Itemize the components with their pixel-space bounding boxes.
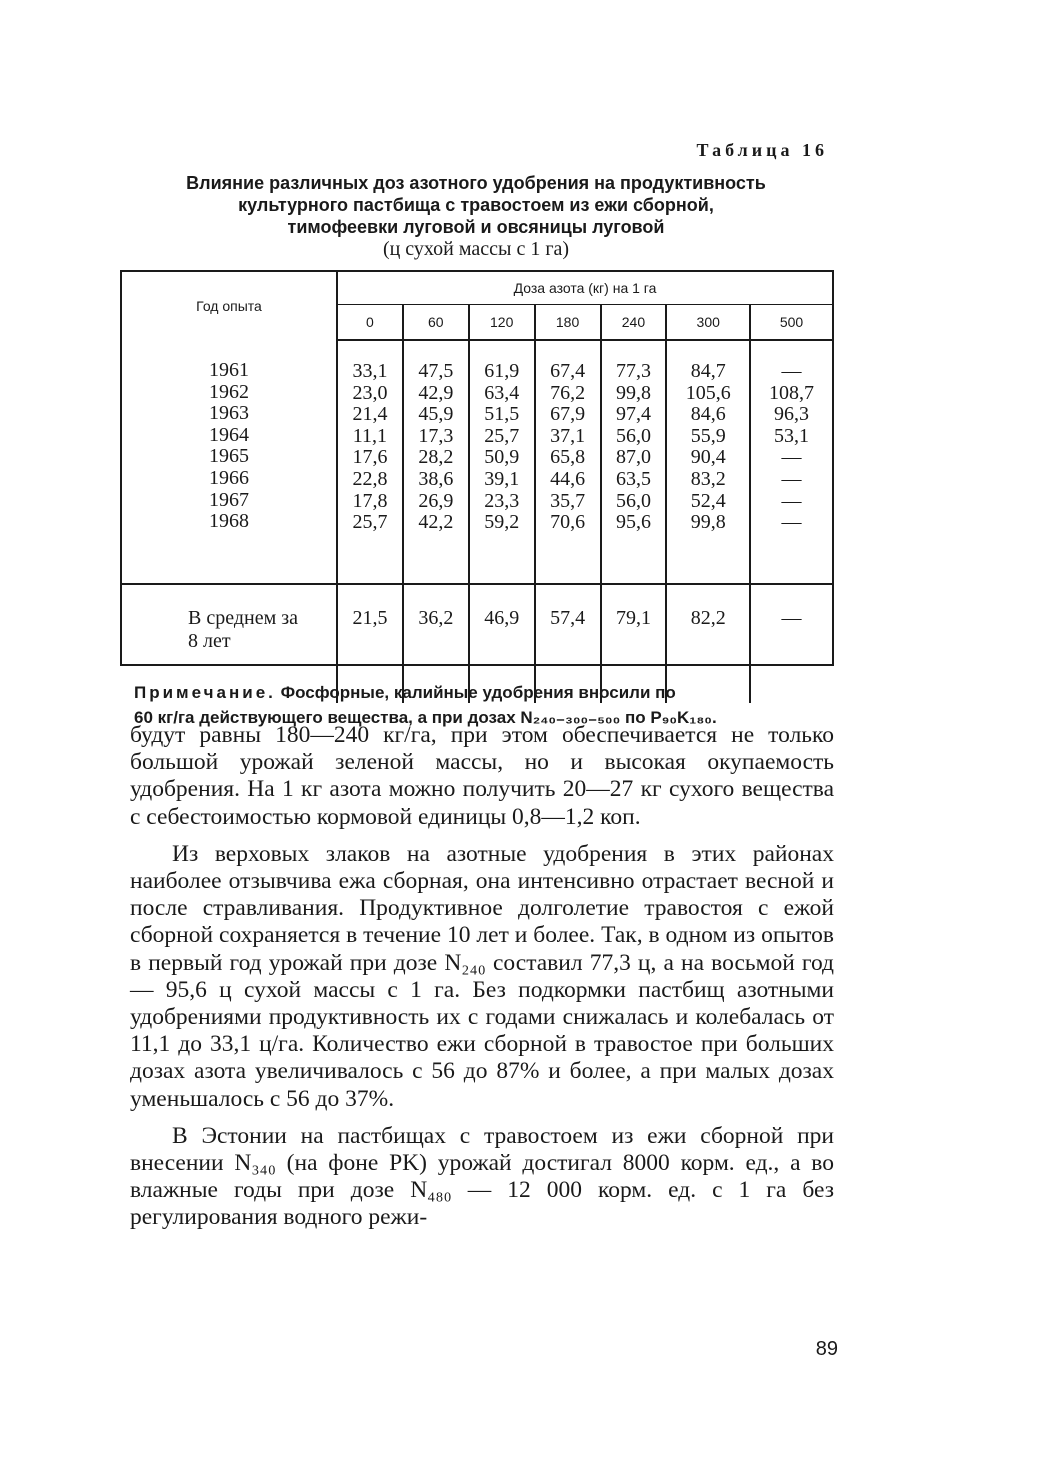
value-cell: 63,4 (484, 381, 520, 404)
column-dose-0 (337, 340, 403, 584)
dose-300: 300 (666, 305, 750, 341)
dose-120: 120 (469, 305, 535, 341)
value-cell: 25,7 (352, 511, 388, 534)
value-cell: 22,8 (352, 467, 388, 490)
year: 1967 (209, 488, 249, 511)
value-cell: 67,4 (550, 360, 586, 382)
value-cell: 59,2 (484, 511, 520, 534)
title-unit: (ц сухой массы с 1 га) (382, 238, 570, 260)
value-cell: 97,4 (615, 403, 651, 426)
value-cell: 83,2 (690, 467, 726, 490)
value-cell: 35,7 (550, 489, 586, 512)
title-line-3: тимофеевки луговой и овсяницы луговой (287, 217, 665, 237)
value-cell: 90,4 (690, 446, 726, 469)
value-cell: — (781, 446, 802, 469)
value-cell: 105,6 (685, 381, 731, 404)
year: 1961 (209, 359, 249, 381)
table-number: Таблица 16 (696, 140, 828, 160)
year: 1964 (209, 423, 249, 446)
average-value: 46,9 (469, 584, 535, 703)
value-cell: 55,9 (690, 424, 726, 447)
value-cell: 63,5 (615, 467, 651, 490)
year: 1968 (209, 510, 249, 533)
dose-0: 0 (337, 305, 403, 341)
value-cell: — (781, 489, 802, 512)
yield-table (122, 272, 832, 703)
average-value: — (781, 607, 802, 629)
value-cell: 52,4 (690, 489, 726, 512)
year: 1965 (209, 445, 249, 468)
value-cell: 28,2 (418, 446, 454, 469)
value-cell: 56,0 (615, 489, 651, 512)
value-cell: 45,9 (418, 403, 454, 426)
dose-header: Доза азота (кг) на 1 га (337, 272, 832, 305)
column-dose-120 (469, 340, 535, 584)
value-cell: — (781, 360, 802, 382)
value-cell: 53,1 (774, 424, 810, 447)
value-cell: 39,1 (484, 467, 520, 490)
value-cell: 67,9 (550, 403, 586, 426)
value-cell: 51,5 (484, 403, 520, 426)
year: 1966 (209, 466, 249, 489)
average-value: 57,4 (535, 584, 601, 703)
value-cell: 50,9 (484, 446, 520, 469)
value-cell: 95,6 (615, 511, 651, 534)
value-cell: 70,6 (550, 511, 586, 534)
value-cell: — (781, 467, 802, 490)
value-cell: 96,3 (774, 403, 810, 426)
average-value: 79,1 (601, 584, 667, 703)
year-header: Год опыта (122, 272, 337, 340)
value-cell: 26,9 (418, 489, 454, 512)
note-text-1: Фосфорные, калийные удобрения вносили по (280, 683, 676, 702)
value-cell: 77,3 (615, 360, 651, 382)
value-cell: 65,8 (550, 446, 586, 469)
value-cell: 84,6 (690, 403, 726, 426)
year: 1962 (209, 380, 249, 403)
value-cell: 44,6 (550, 467, 586, 490)
value-cell: 76,2 (550, 381, 586, 404)
value-cell: 87,0 (615, 446, 651, 469)
paragraph-1: будут равны 180—240 кг/га, при этом обеспечивается не только большой урожай зеленой массы, но и высокая окупаемость удобрения. На 1 кг азота можно получить 20—27 кг сухого вещества с себестоимостью кормовой единицы 0,8—1,2 коп. (130, 722, 834, 830)
value-cell: 23,0 (352, 381, 388, 404)
value-cell: 33,1 (352, 360, 388, 382)
dose-60: 60 (403, 305, 469, 341)
value-cell: 25,7 (484, 424, 520, 447)
average-label-line-2: 8 лет (188, 630, 231, 652)
value-cell: 99,8 (615, 381, 651, 404)
column-dose-60 (403, 340, 469, 584)
average-label-line-1: В среднем за (188, 607, 299, 629)
average-value: 36,2 (403, 584, 469, 703)
years-column (122, 340, 337, 584)
body-text (130, 722, 834, 1232)
value-cell: 37,1 (550, 424, 586, 447)
year: 1963 (209, 402, 249, 425)
value-cell: 42,9 (418, 381, 454, 404)
column-dose-500 (750, 340, 832, 584)
average-value: 21,5 (337, 584, 403, 703)
title-line-1: Влияние различных доз азотного удобрения на продуктивность (186, 173, 766, 193)
page-number: 89 (815, 1338, 838, 1360)
paragraph-3: В Эстонии на пастбищах с травостоем из ежи сборной при внесении N₃₄₀ (на фоне PK) урожай достигал 8000 корм. ед., а во влажные годы при дозе N₄₈₀ — 12 000 корм. ед. с 1 га без регулирования водного режи- (130, 1122, 834, 1231)
value-cell: 56,0 (615, 424, 651, 447)
value-cell: 61,9 (484, 360, 520, 382)
value-cell: 17,3 (418, 424, 454, 447)
column-dose-300 (666, 340, 750, 584)
column-dose-240 (601, 340, 667, 584)
title-line-2: культурного пастбища с травостоем из ежи сборной, (238, 195, 714, 215)
value-cell: 99,8 (690, 511, 726, 534)
value-cell: 21,4 (352, 403, 388, 426)
value-cell: 17,6 (352, 446, 388, 469)
dose-180: 180 (535, 305, 601, 341)
note-label: Примечание. (134, 683, 276, 702)
dose-240: 240 (601, 305, 667, 341)
value-cell: 17,8 (352, 489, 388, 512)
value-cell: 42,2 (418, 511, 454, 534)
note-text-2: 60 кг/га действующего вещества, а при дозах N₂₄₀₋₃₀₀₋₅₀₀ по P₉₀K₁₈₀. (134, 708, 717, 727)
value-cell: 84,7 (690, 360, 726, 382)
paragraph-2: Из верховых злаков на азотные удобрения в этих районах наиболее отзывчива ежа сборная, она интенсивно отрастает весной и после стравливания. Продуктивное долголетие травостоя с ежой сборной сохраняется в течение 10 лет и более. Так, в одном из опытов в первый год урожай при дозе N₂₄₀ составил 77,3 ц, а на восьмой год — 95,6 ц сухой массы с 1 га. Без подкормки пастбищ азотными удобрениями продуктивность их с годами снижалась и колебалась от 11,1 до 33,1 ц/га. Количество ежи сборной в травостое при больших дозах азота увеличивалось с 56 до 87% и более, а при малых дозах уменьшалось с 56 до 37%. (130, 840, 834, 1112)
column-dose-180 (535, 340, 601, 584)
table-title (120, 172, 832, 260)
value-cell: 23,3 (484, 489, 520, 512)
value-cell: — (781, 511, 802, 534)
value-cell: 38,6 (418, 467, 454, 490)
value-cell: 47,5 (418, 360, 454, 382)
value-cell: 108,7 (769, 381, 815, 404)
average-value: 82,2 (666, 584, 750, 703)
value-cell: 11,1 (352, 424, 388, 447)
dose-500: 500 (750, 305, 832, 341)
